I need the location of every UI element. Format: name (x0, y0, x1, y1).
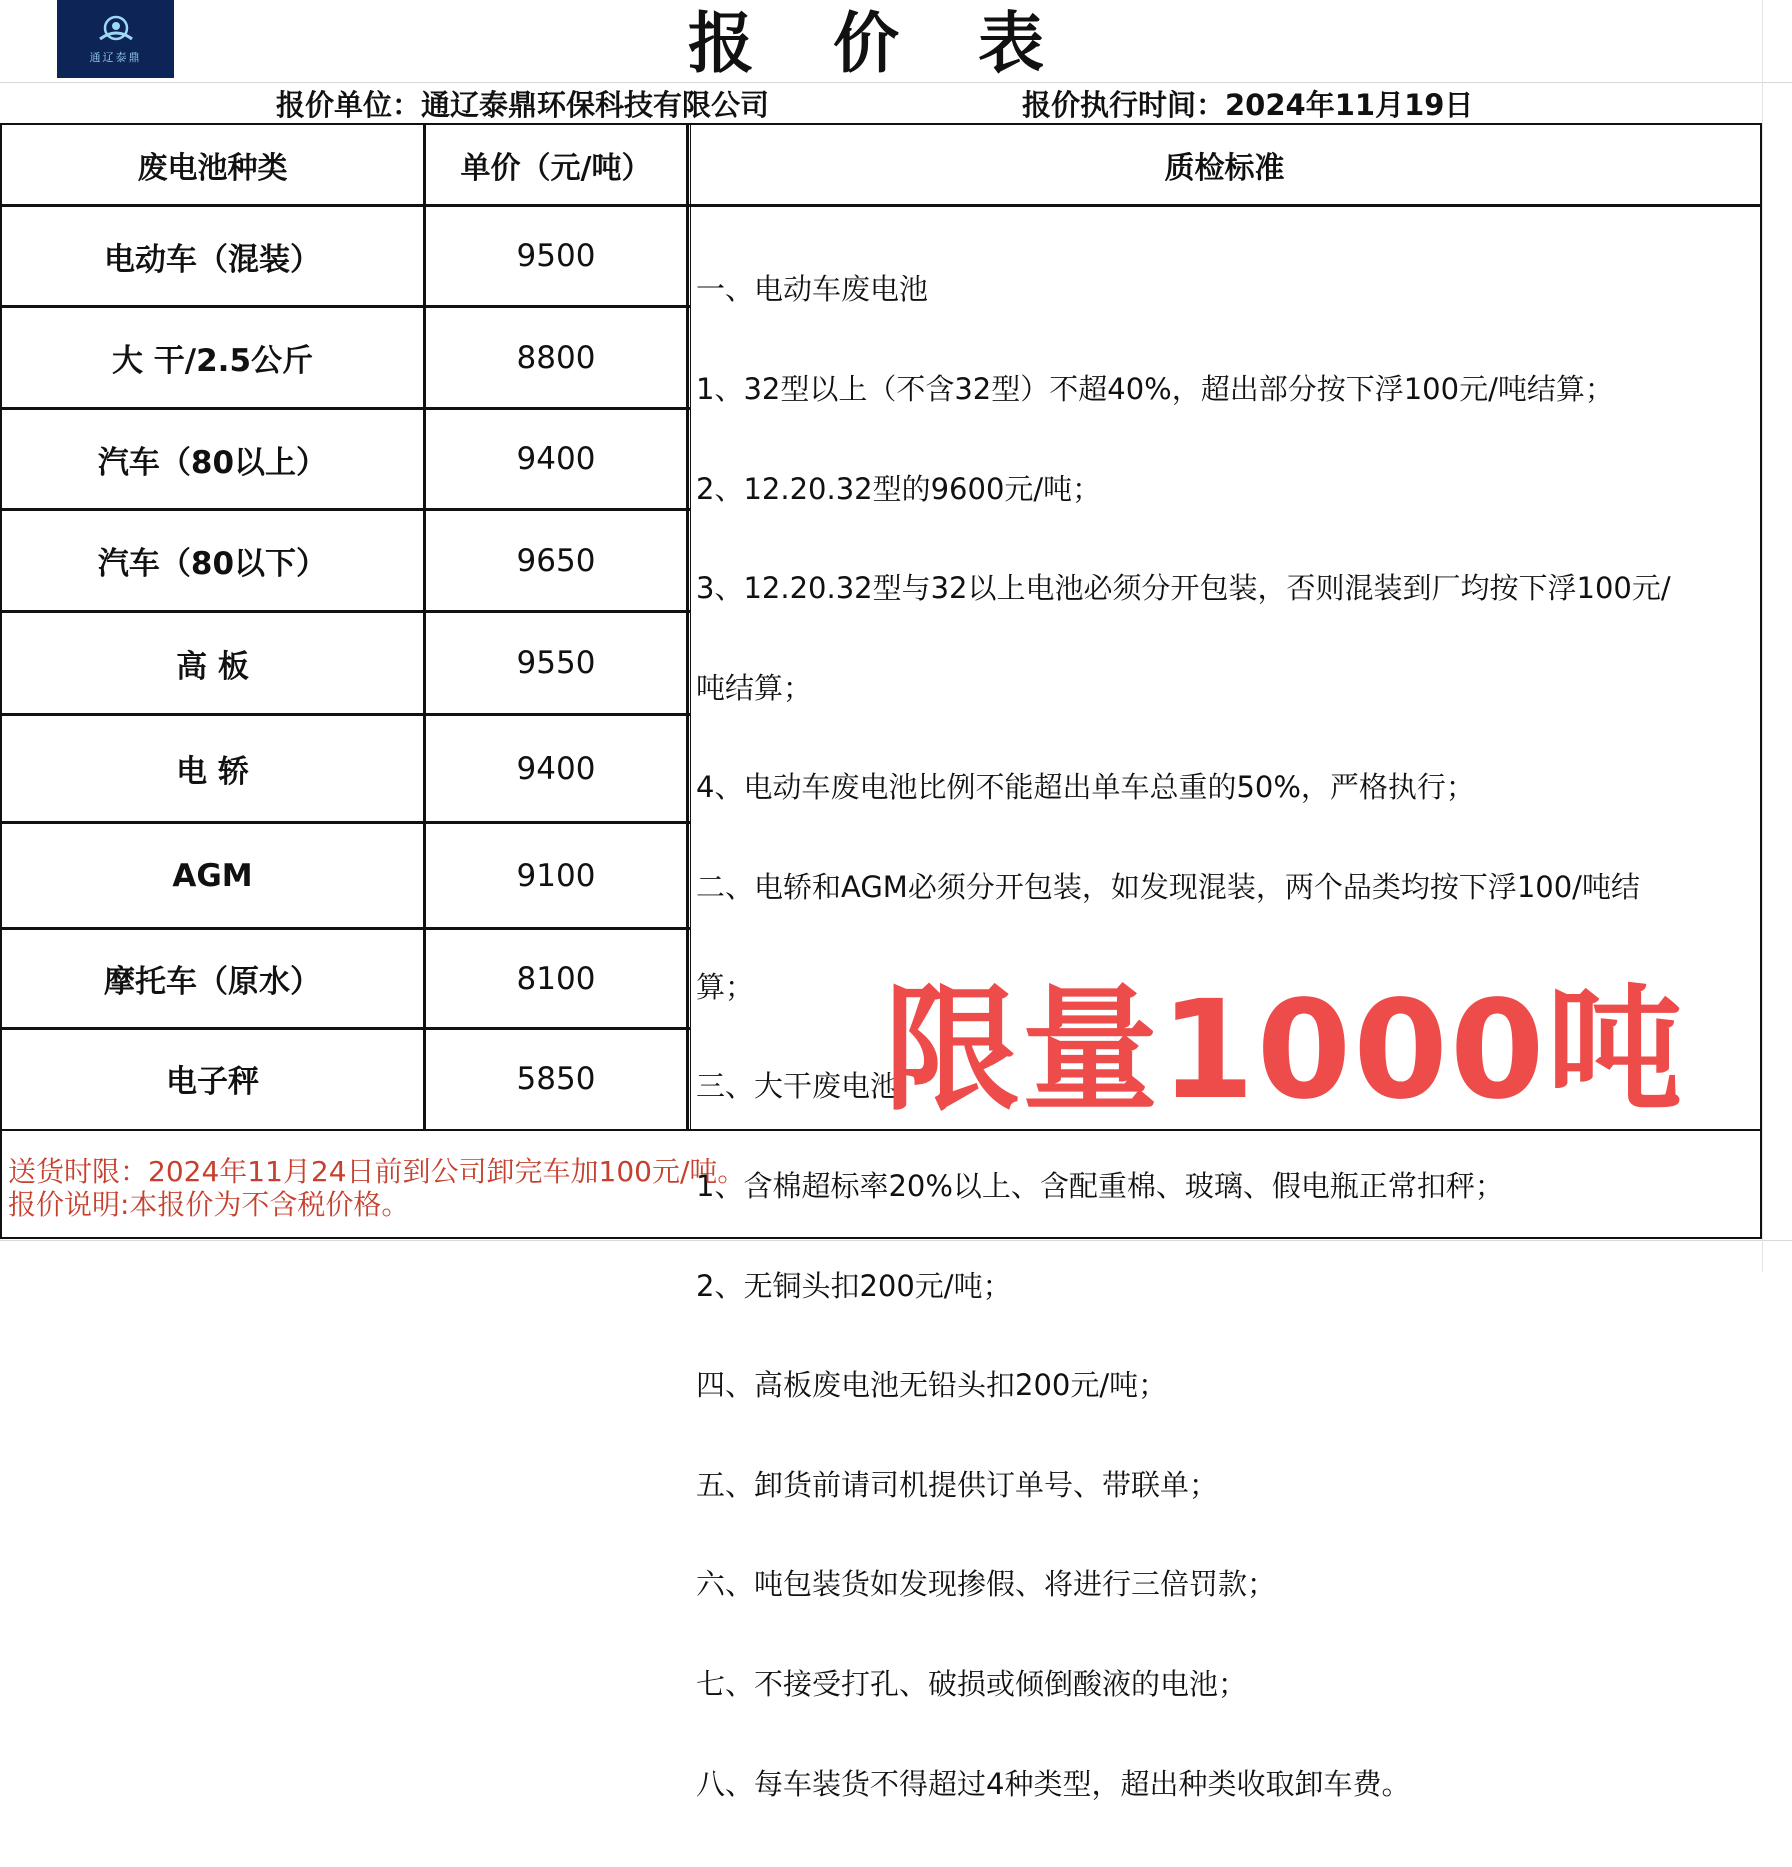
table-row-price: 5850 (516, 1060, 596, 1097)
limit-notice: 限量1000吨 (884, 972, 1685, 1130)
table-row-type: AGM (172, 857, 253, 894)
column-divider (686, 123, 689, 1131)
price-note: 报价说明:本报价为不含税价格。 (8, 1188, 410, 1221)
standard-line: 五、卸货前请司机提供订单号、带联单； (696, 1467, 1219, 1502)
table-row-type: 摩托车（原水） (104, 964, 321, 1000)
standard-line: 算； (696, 969, 755, 1004)
header-battery-type: 废电池种类 (137, 151, 288, 186)
standard-line: 七、不接受打孔、破损或倾倒酸液的电池； (696, 1666, 1248, 1701)
delivery-deadline: 送货时限：2024年11月24日前到公司卸完车加100元/吨。 (8, 1155, 746, 1188)
column-divider (690, 123, 691, 1131)
standard-line: 三、大干废电池 (696, 1069, 900, 1104)
standard-line: 八、每车装货不得超过4种类型，超出种类收取卸车费。 (696, 1766, 1411, 1801)
standard-line: 四、高板废电池无铅头扣200元/吨； (696, 1368, 1168, 1403)
header-unit-price: 单价（元/吨） (460, 151, 652, 186)
table-row-price: 9400 (516, 750, 596, 787)
table-row-price: 9100 (516, 857, 596, 894)
standard-line: 2、12.20.32型的9600元/吨； (696, 471, 1102, 506)
standard-line: 1、含棉超标率20%以上、含配重棉、玻璃、假电瓶正常扣秤； (696, 1168, 1504, 1203)
table-row-type: 大 干/2.5公斤 (111, 343, 314, 379)
table-row-price: 9650 (516, 542, 596, 579)
quote-date: 报价执行时间：2024年11月19日 (1022, 88, 1474, 122)
table-row-price: 9550 (516, 645, 596, 681)
standard-line: 2、无铜头扣200元/吨； (696, 1268, 1012, 1303)
table-row-type: 电子秤 (166, 1064, 259, 1100)
standard-line: 吨结算； (696, 670, 813, 705)
footer-notes (0, 1131, 1762, 1241)
grid-line (1762, 0, 1763, 1272)
standard-line: 一、电动车废电池 (696, 272, 929, 307)
standard-line: 3、12.20.32型与32以上电池必须分开包装，否则混装到厂均按下浮100元/ (696, 571, 1671, 606)
table-row-price: 8100 (516, 960, 596, 997)
standard-line: 二、电轿和AGM必须分开包装，如发现混装，两个品类均按下浮100/吨结 (696, 870, 1640, 905)
header-quality-standard: 质检标准 (1164, 151, 1285, 186)
table-row-type: 电动车（混装） (104, 241, 321, 278)
table-row-price: 9500 (516, 238, 596, 274)
standard-line: 4、电动车废电池比例不能超出单车总重的50%，严格执行； (696, 770, 1475, 805)
standard-line: 六、吨包装货如发现掺假、将进行三倍罚款； (696, 1567, 1277, 1602)
table-row-type: 高 板 (176, 648, 249, 685)
table-row-price: 9400 (516, 441, 596, 477)
quote-unit: 报价单位：通辽泰鼎环保科技有限公司 (276, 88, 770, 122)
logo-text: 通辽泰鼎 (89, 51, 142, 64)
table-row-type: 汽车（80以上） (97, 444, 328, 481)
standard-line: 1、32型以上（不含32型）不超40%，超出部分按下浮100元/吨结算； (696, 372, 1614, 407)
page-title: 报 价 表 (688, 5, 1072, 82)
table-row-price: 8800 (516, 339, 596, 376)
table-row-type: 电 轿 (176, 754, 249, 790)
table-row-type: 汽车（80以下） (97, 546, 328, 582)
